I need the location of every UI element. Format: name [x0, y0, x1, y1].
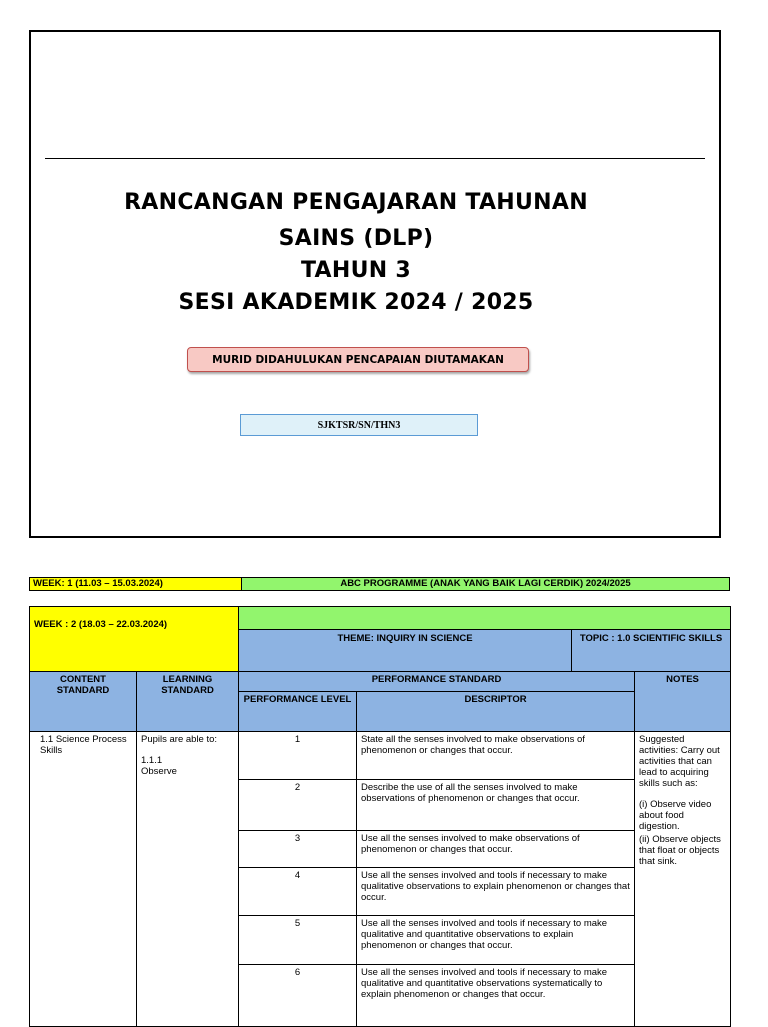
performance-level-header: PERFORMANCE LEVEL [239, 692, 357, 732]
document-code: SJKTSR/SN/THN3 [240, 414, 478, 436]
title-line-1: RANCANGAN PENGAJARAN TAHUNAN [124, 190, 588, 215]
content-standard-text: 1.1 Science Process Skills [40, 734, 127, 756]
learning-standard-code: 1.1.1 [141, 755, 163, 766]
descriptor-4: Use all the senses involved and tools if necessary to make qualitative observations to explain phenomenon or changes that occur. [357, 868, 635, 916]
learning-standard-header: LEARNING STANDARD [137, 672, 239, 732]
descriptor-header: DESCRIPTOR [357, 692, 635, 732]
performance-standard-header: PERFORMANCE STANDARD [239, 672, 635, 692]
week1-banner [29, 577, 730, 591]
notes-item-1: (i) Observe video about food digestion. [639, 799, 712, 832]
level-5: 5 [239, 916, 357, 965]
level-3: 3 [239, 831, 357, 868]
cover-divider [45, 158, 705, 159]
learning-standard-skill: Observe [141, 766, 177, 777]
week2-cell: WEEK : 2 (18.03 – 22.03.2024) [30, 607, 239, 672]
topic-label: TOPIC : 1.0 SCIENTIFIC SKILLS [579, 633, 723, 644]
programme-label: ABC PROGRAMME (ANAK YANG BAIK LAGI CERDIK) 2024/2025 [242, 578, 729, 590]
title-line-2: SAINS (DLP) [278, 226, 434, 251]
learning-standard-intro: Pupils are able to: [141, 734, 218, 745]
notes-item-2: (ii) Observe objects that float or objects that sink. [639, 834, 721, 867]
notes-header: NOTES [635, 672, 731, 732]
slogan-banner: MURID DIDAHULUKAN PENCAPAIAN DIUTAMAKAN [187, 347, 529, 372]
level-2: 2 [239, 780, 357, 831]
content-standard-header: CONTENT STANDARD [30, 672, 137, 732]
theme-topic-cell [239, 607, 731, 672]
week1-label: WEEK: 1 (11.03 – 15.03.2024) [30, 578, 242, 590]
descriptor-5: Use all the senses involved and tools if necessary to make qualitative and quantitative observations to explain phenomenon or changes that occur. [357, 916, 635, 965]
descriptor-3: Use all the senses involved to make observations of phenomenon or changes that occur. [357, 831, 635, 868]
cover-page [29, 30, 721, 538]
descriptor-1: State all the senses involved to make observations of phenomenon or changes that occur. [357, 732, 635, 780]
level-4: 4 [239, 868, 357, 916]
content-standard-cell [30, 732, 137, 1027]
rpt-table [29, 606, 730, 1027]
descriptor-6: Use all the senses involved and tools if necessary to make qualitative and quantitative observations systematically to explain phenomenon or changes that occur. [357, 965, 635, 1027]
level-6: 6 [239, 965, 357, 1027]
title-line-3: TAHUN 3 [300, 258, 412, 283]
notes-cell [635, 732, 731, 1027]
theme-label: THEME: INQUIRY IN SCIENCE [239, 630, 572, 671]
title-line-4: SESI AKADEMIK 2024 / 2025 [178, 290, 534, 315]
level-1: 1 [239, 732, 357, 780]
descriptor-2: Describe the use of all the senses involved to make observations of phenomenon or changes that occur. [357, 780, 635, 831]
learning-standard-cell [137, 732, 239, 1027]
notes-intro: Suggested activities: Carry out activities that can lead to acquiring skills such as: [639, 734, 720, 789]
